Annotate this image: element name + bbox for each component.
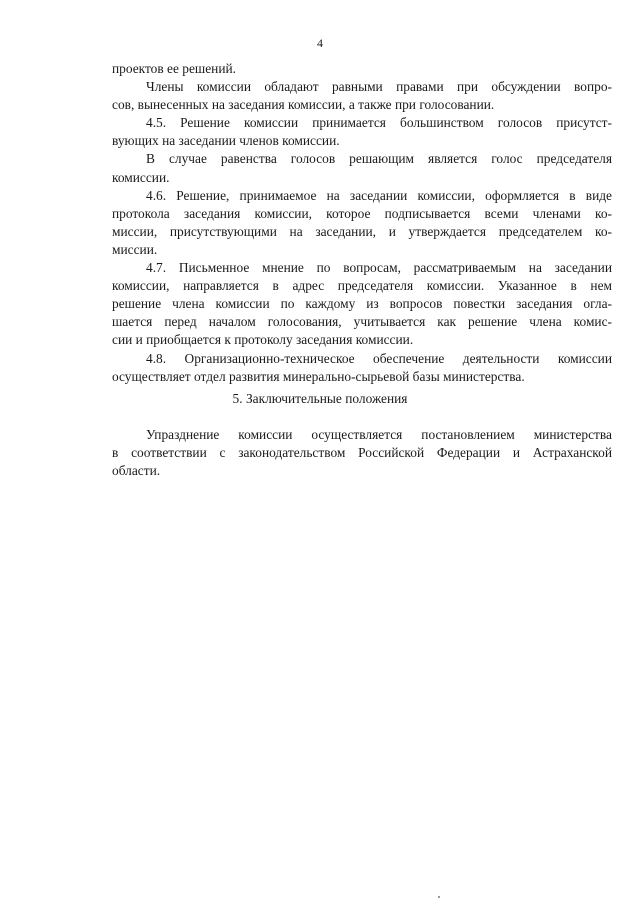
text-line: комиссии.: [112, 169, 170, 185]
scan-speck: [438, 896, 440, 898]
paragraph-tie-vote: [112, 150, 612, 186]
paragraph-4-8: [112, 350, 612, 386]
text-line: области.: [112, 463, 161, 479]
text-line: осуществляет отдел развития минерально-сырьевой базы министерства.: [112, 368, 525, 384]
text-line: проектов ее решений.: [112, 61, 237, 76]
paragraph-4-5: [112, 114, 612, 150]
paragraph-abolition: [112, 426, 612, 480]
text-line: 4.7. Письменное мнение по вопросам, рассматриваемым на заседании: [146, 260, 612, 276]
text-line: миссии.: [112, 241, 158, 257]
paragraph-continuation: [112, 60, 612, 78]
text-line: 4.8. Организационно-техническое обеспечение деятельности комиссии: [146, 350, 612, 366]
text-line: сов, вынесенных на заседания комиссии, а также при голосовании.: [112, 97, 495, 113]
text-line: Упразднение комиссии осуществляется постановлением министерства: [146, 427, 612, 442]
paragraph-members-rights: [112, 78, 612, 114]
document-body: [112, 60, 612, 386]
text-line: вующих на заседании членов комиссии.: [112, 133, 340, 149]
text-line: протокола заседания комиссии, которое подписывается всеми членами ко-: [112, 205, 612, 221]
text-line: миссии, присутствующими на заседании, и утверждается председателем ко-: [112, 223, 612, 239]
paragraph-4-7: [112, 259, 612, 349]
text-line: сии и приобщается к протоколу заседания комиссии.: [112, 332, 414, 348]
text-line: в соответствии с законодательством Российской Федерации и Астраханской: [112, 445, 612, 461]
section-heading: 5. Заключительные положения: [232, 391, 408, 406]
text-line: шается перед началом голосования, учитывается как решение члена комис-: [112, 314, 612, 330]
text-line: Члены комиссии обладают равными правами при обсуждении вопро-: [146, 79, 612, 95]
page-number: 4: [317, 36, 323, 50]
final-provisions-body: [112, 426, 612, 480]
text-line: решение члена комиссии по каждому из вопросов повестки заседания огла-: [112, 296, 612, 312]
text-line: 4.6. Решение, принимаемое на заседании комиссии, оформляется в виде: [146, 187, 612, 203]
paragraph-4-6: [112, 187, 612, 259]
text-line: комиссии, направляется в адрес председателя комиссии. Указанное в нем: [112, 278, 612, 294]
text-line: 4.5. Решение комиссии принимается большинством голосов присутст-: [146, 115, 612, 131]
text-line: В случае равенства голосов решающим является голос председателя: [146, 151, 612, 167]
